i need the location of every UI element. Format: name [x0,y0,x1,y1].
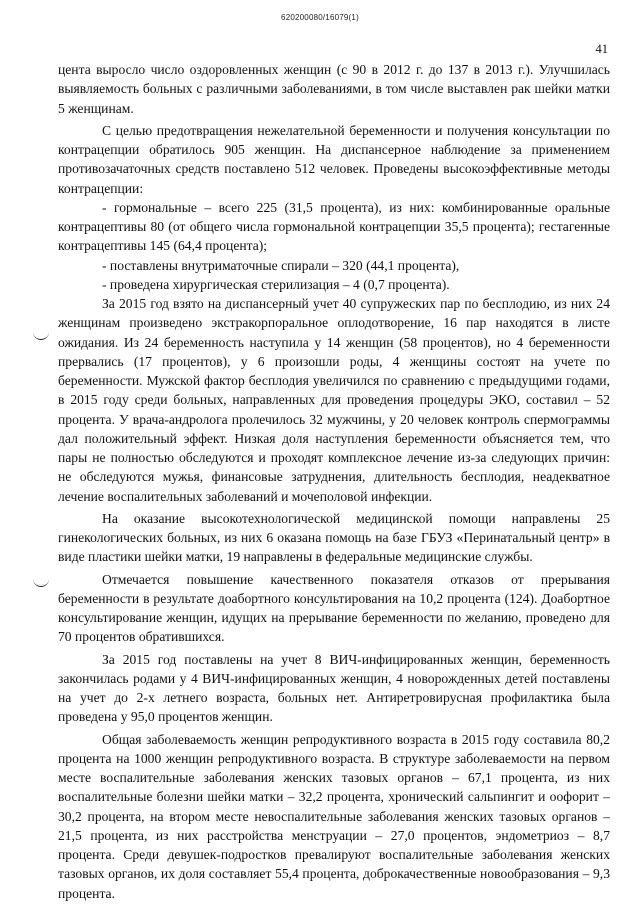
paragraph: С целью предотвращения нежелательной беременности и получения консультации по контрацепции обратилось 905 женщин. На диспансерное наблюдение за применением противозачаточных средств поставлено 512 человек. Проведены высокоэффективные методы контрацепции: [58,122,610,196]
document-body [58,60,610,903]
document-id: 620200080/16079(1) [281,13,359,22]
paragraph: За 2015 год поставлены на учет 8 ВИЧ-инфицированных женщин, беременность закончилась родами у 4 ВИЧ-инфицированных женщин, 4 новорожденных детей поставлены на учет до 2-х летнего возраста, больных нет. Антиретровирусная профилактика была проведена у 95,0 процентов женщин. [58,651,610,725]
paragraph: Общая заболеваемость женщин репродуктивного возраста в 2015 году составила 80,2 процента на 1000 женщин репродуктивного возраста. В структуре заболеваемости на первом месте воспалительные заболевания женских тазовых органов – 67,1 процента, из них воспалительные болезни шейки матки – 32,2 процента, хронический сальпингит и оофорит – 30,2 процента, на втором месте невоспалительные заболевания женских тазовых органов – 21,5 процента, из них расстройства менструации – 27,0 процентов, эндометриоз – 8,7 процента. Среди девушек-подростков превалируют воспалительные заболевания женских тазовых органов, их доля составляет 55,4 процента, доброкачественные новообразования – 9,3 процента. [58,731,610,901]
page-number: 41 [595,42,608,56]
paragraph: На оказание высокотехнологической медицинской помощи направлены 25 гинекологических больных, из них 6 оказана помощь на базе ГБУЗ «Перинатальный центр» в виде пластики шейки матки, 19 направлены в федеральные медицинские службы. [58,510,610,565]
margin-mark [33,578,49,587]
list-item: - поставлены внутриматочные спирали – 320 (44,1 процента), [102,257,460,273]
paragraph: Отмечается повышение качественного показателя отказов от прерывания беременности в результате доабортного консультирования на 10,2 процента (124). Доабортное консультирование женщин, идущих на прерывание беременности по желанию, проведено для 70 процентов обратившихся. [58,571,610,645]
list-item: - гормональные – всего 225 (31,5 процента), из них: комбинированные оральные контрацептивы 80 (от общего числа гормональной контрацепции 35,5 процента); гестагенные контрацептивы 145 (64,4 процента); [58,199,610,254]
paragraph: За 2015 год взято на диспансерный учет 40 супружеских пар по бесплодию, из них 24 женщинам произведено экстракорпоральное оплодотворение, 16 пар находятся в листе ожидания. Из 24 беременность наступила у 14 женщин (58 процентов), но 4 беременности прервались (17 процентов), у 6 произошли роды, 4 женщины состоят на учете по беременности. Мужской фактор бесплодия увеличился по сравнению с предыдущими годами, в 2015 году среди больных, направленных для проведения процедуры ЭКО, составил – 52 процента. У врача-андролога пролечилось 32 мужчины, у 20 человек контроль спермограммы дал положительный эффект. Низкая доля наступления беременности объясняется тем, что пары не полностью обследуются и проходят комплексное лечение из-за следующих причин: не обследуются мужья, финансовые затруднения, длительность бесплодия, неадекватное лечение воспалительных заболеваний и мочеполовой инфекции. [58,296,610,504]
list-item: - проведена хирургическая стерилизация – 4 (0,7 процента). [102,276,450,292]
margin-mark [33,331,49,340]
paragraph: цента выросло число оздоровленных женщин (с 90 в 2012 г. до 137 в 2013 г.). Улучшилась выявляемость больных с различными заболеваниями, в том числе выставлен рак шейки матки 5 женщинам. [58,62,610,116]
